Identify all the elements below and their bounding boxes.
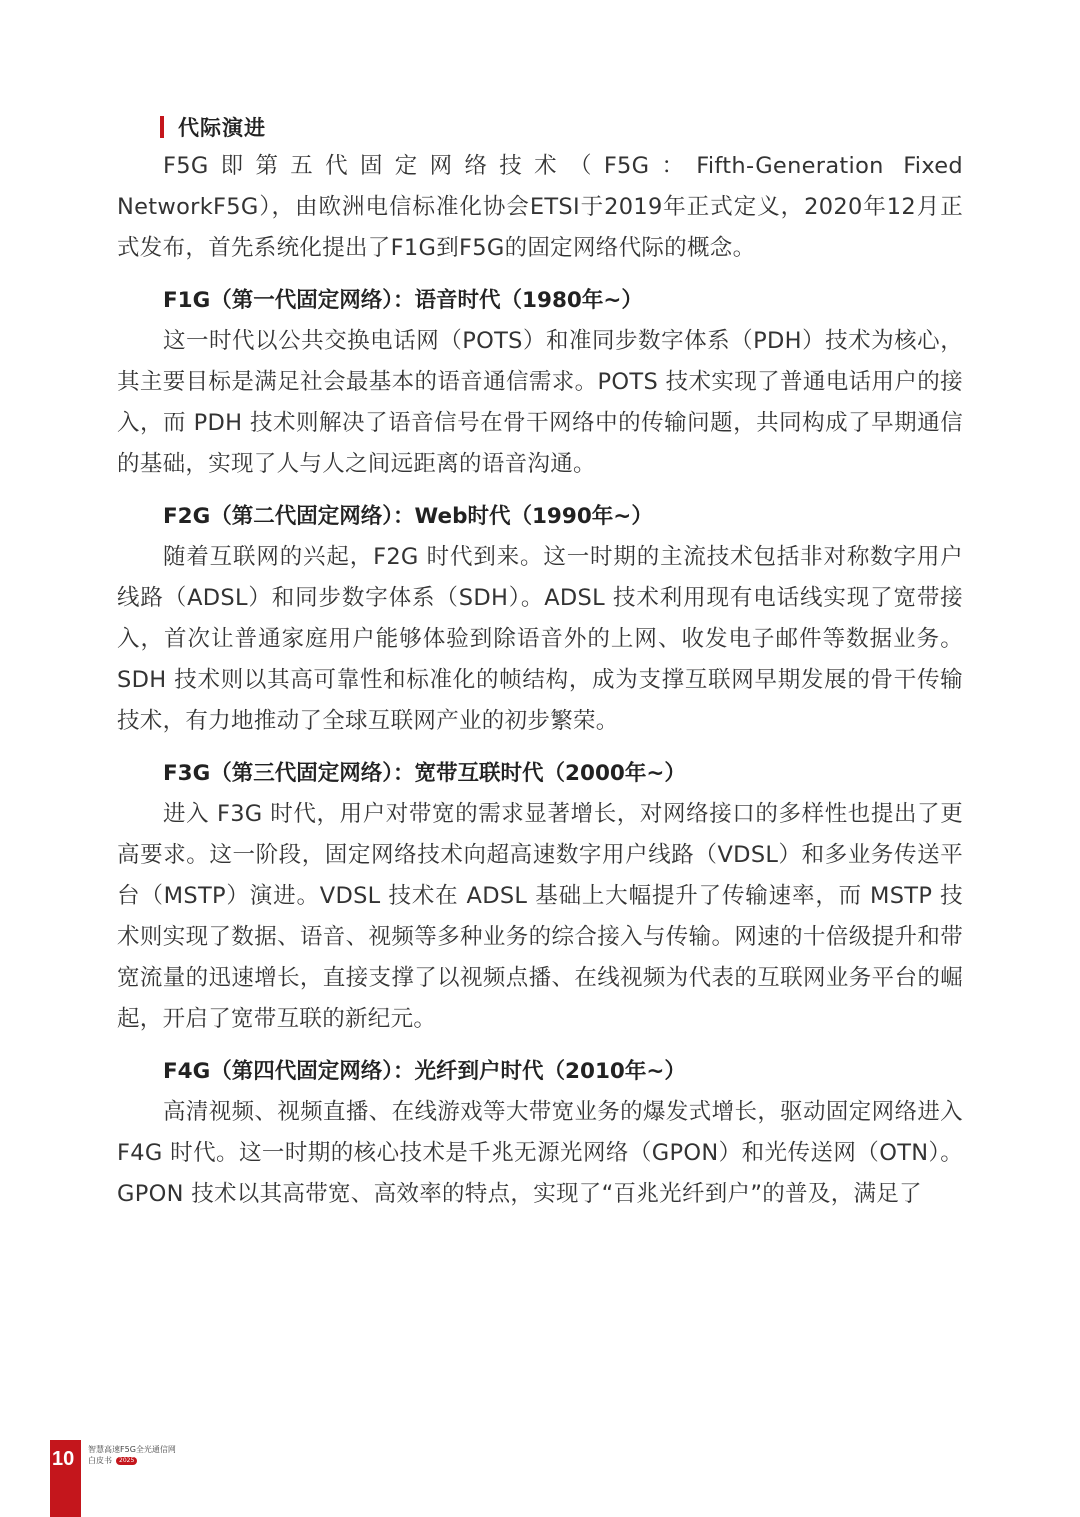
footer-title-line2 — [88, 1455, 228, 1466]
section-title: 代际演进 — [178, 116, 266, 140]
generation-body-f3g: 进入 F3G 时代，用户对带宽的需求显著增长，对网络接口的多样性也提出了更高要求。这一阶段，固定网络技术向超高速数字用户线路（VDSL）和多业务传送平台（MSTP）演进。VDSL 技术在 ADSL 基础上大幅提升了传输速率，而 MSTP 技术则实现了数据、语音、视频等多种业务的综合接入与传输。网速的十倍级提升和带宽流量的迅速增长，直接支撑了以视频点播、在线视频为代表的互联网业务平台的崛起，开启了宽带互联的新纪元。 — [117, 801, 963, 1032]
page-footer — [50, 1440, 200, 1517]
generation-heading-f2g: F2G（第二代固定网络）：Web时代（1990年~） — [163, 504, 653, 529]
footer-title-line2-text: 白皮书 — [88, 1456, 112, 1465]
generation-heading-f4g: F4G（第四代固定网络）：光纤到户时代（2010年~） — [163, 1059, 686, 1084]
section-header — [160, 112, 266, 142]
generation-heading-f3g: F3G（第三代固定网络）：宽带互联时代（2000年~） — [163, 761, 686, 786]
generation-heading-f1g: F1G（第一代固定网络）：语音时代（1980年~） — [163, 288, 643, 313]
generation-body-f1g: 这一时代以公共交换电话网（POTS）和准同步数字体系（PDH）技术为核心，其主要目标是满足社会最基本的语音通信需求。POTS 技术实现了普通电话用户的接入，而 PDH 技术则解决了语音信号在骨干网络中的传输问题，共同构成了早期通信的基础，实现了人与人之间远距离的语音沟通。 — [117, 328, 963, 477]
footer-doc-title — [88, 1444, 228, 1466]
footer-title-line1: 智慧高速F5G全光通信网 — [88, 1445, 176, 1454]
page-number: 10 — [52, 1448, 75, 1470]
generation-body-f4g: 高清视频、视频直播、在线游戏等大带宽业务的爆发式增长，驱动固定网络进入 F4G 时代。这一时期的核心技术是千兆无源光网络（GPON）和光传送网（OTN）。GPON 技术以其高带宽、高效率的特点，实现了“百兆光纤到户”的普及，满足了 — [117, 1099, 963, 1207]
section-accent-bar — [160, 116, 164, 138]
intro-paragraph: F5G即第五代固定网络技术（F5G：Fifth-Generation Fixed NetworkF5G），由欧洲电信标准化协会ETSI于2019年正式定义，2020年12月正式发布，首先系统化提出了F1G到F5G的固定网络代际的概念。 — [117, 153, 963, 261]
body-content — [117, 146, 963, 1215]
footer-year-badge: 2025 — [116, 1457, 137, 1465]
generation-body-f2g: 随着互联网的兴起，F2G 时代到来。这一时期的主流技术包括非对称数字用户线路（ADSL）和同步数字体系（SDH）。ADSL 技术利用现有电话线实现了宽带接入，首次让普通家庭用户能够体验到除语音外的上网、收发电子邮件等数据业务。SDH 技术则以其高可靠性和标准化的帧结构，成为支撑互联网早期发展的骨干传输技术，有力地推动了全球互联网产业的初步繁荣。 — [117, 544, 963, 734]
page-number-block — [50, 1440, 81, 1517]
